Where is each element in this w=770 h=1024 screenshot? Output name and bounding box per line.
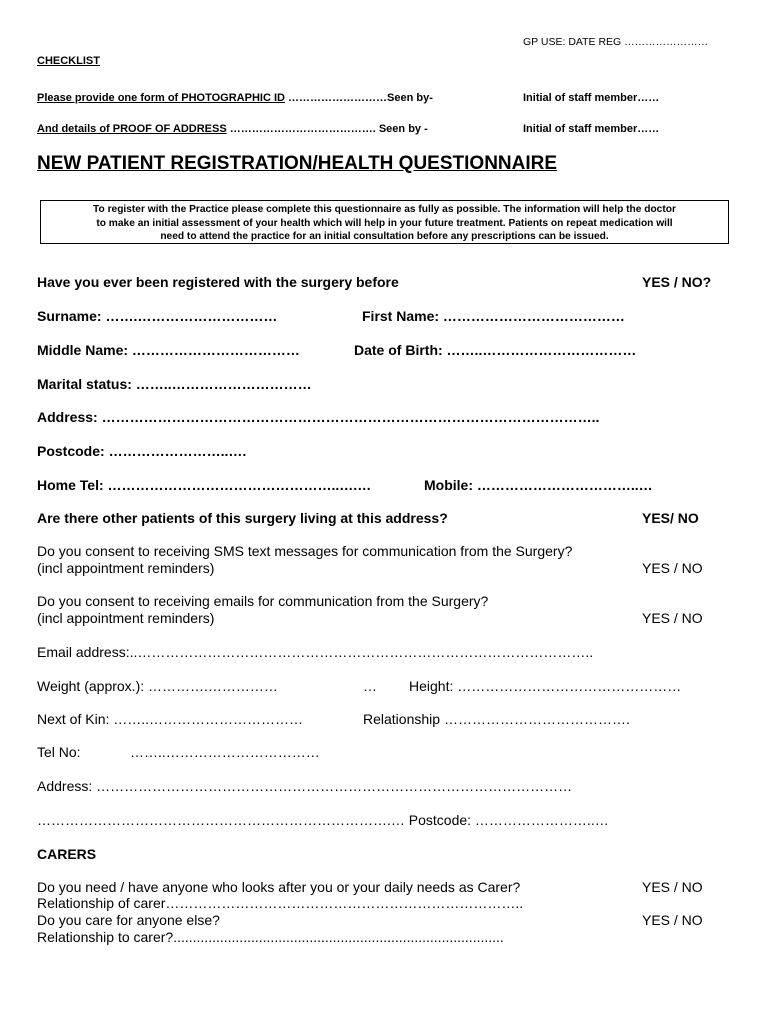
marital-status-field[interactable]: Marital status: ……..………………………… xyxy=(37,376,312,392)
tel-no-label: Tel No: xyxy=(37,744,81,760)
checklist-proof-of-address xyxy=(37,123,428,135)
other-patients-question: Are there other patients of this surgery living at this address? xyxy=(37,510,448,526)
sms-consent-yes-no[interactable]: YES / NO xyxy=(642,560,703,576)
care-for-anyone-question: Do you care for anyone else? xyxy=(37,912,220,928)
email-consent-question: Do you consent to receiving emails for communication from the Surgery? xyxy=(37,593,489,609)
checklist-heading: CHECKLIST xyxy=(37,55,100,67)
height-field[interactable]: Height: ………………………………………… xyxy=(409,678,682,694)
address-field[interactable]: Address: …………………………………………………………………………………………….. xyxy=(37,409,600,425)
photo-id-seen-by: ………………………Seen by- xyxy=(284,92,433,104)
tel-no-field[interactable]: ……..…………………………… xyxy=(130,744,320,760)
relationship-of-carer-field[interactable]: Relationship of carer………………………………………………………………….. xyxy=(37,895,524,911)
photo-id-label: Please provide one form of PHOTOGRAPHIC ID xyxy=(37,92,285,104)
carers-heading: CARERS xyxy=(37,846,97,862)
postcode-field[interactable]: Postcode: ……………………..…. xyxy=(37,443,247,459)
proof-of-address-staff-initial: Initial of staff member…… xyxy=(523,123,660,135)
home-tel-field[interactable]: Home Tel: …………………………………………..….… xyxy=(37,477,372,493)
email-consent-yes-no[interactable]: YES / NO xyxy=(642,610,703,626)
page-title: NEW PATIENT REGISTRATION/HEALTH QUESTIONNAIRE xyxy=(37,153,558,174)
relationship-field[interactable]: Relationship …………………………………. xyxy=(363,711,630,727)
checklist-photo-id xyxy=(37,92,433,104)
intro-box xyxy=(40,200,729,244)
mobile-field[interactable]: Mobile: ……………………………..… xyxy=(424,477,653,493)
proof-of-address-seen-by: …………………………………. Seen by - xyxy=(226,123,428,135)
date-of-birth-field[interactable]: Date of Birth: ……..…………………………… xyxy=(354,342,637,358)
surname-field[interactable]: Surname: …….………………………… xyxy=(37,308,278,324)
need-carer-question: Do you need / have anyone who looks after you or your daily needs as Carer? xyxy=(37,879,521,895)
next-of-kin-field[interactable]: Next of Kin: ……..…………………………… xyxy=(37,711,304,727)
kin-address-postcode-field[interactable]: ………………………………………………………………….… Postcode: ……………………..… xyxy=(37,812,609,828)
registered-before-yes-no[interactable]: YES / NO? xyxy=(642,274,712,290)
intro-line-1: To register with the Practice please complete this questionnaire as fully as possible. The information will help the doctor xyxy=(93,204,676,215)
photo-id-staff-initial: Initial of staff member…… xyxy=(523,92,660,104)
kin-address-field[interactable]: Address: ………………………………………………………………………………………… xyxy=(37,778,573,794)
weight-tail: … xyxy=(363,678,377,694)
email-address-field[interactable]: Email address:..…………………………………………………………………………………….. xyxy=(37,644,594,660)
need-carer-yes-no[interactable]: YES / NO xyxy=(642,879,703,895)
gp-use-date-reg: GP USE: DATE REG …………………… xyxy=(523,36,709,48)
middle-name-field[interactable]: Middle Name: ……………………………… xyxy=(37,342,300,358)
first-name-field[interactable]: First Name: ………………………………… xyxy=(362,308,625,324)
care-for-anyone-yes-no[interactable]: YES / NO xyxy=(642,912,703,928)
registered-before-question: Have you ever been registered with the surgery before xyxy=(37,274,399,290)
weight-field[interactable]: Weight (approx.): ………….…………… xyxy=(37,678,278,694)
intro-line-3: need to attend the practice for an initial consultation before any prescriptions can be issued. xyxy=(160,231,609,242)
relationship-to-carer-field[interactable]: Relationship to carer?..................................................................................... xyxy=(37,929,504,945)
proof-of-address-label: And details of PROOF OF ADDRESS xyxy=(37,123,227,135)
email-consent-note: (incl appointment reminders) xyxy=(37,610,215,626)
sms-consent-note: (incl appointment reminders) xyxy=(37,560,215,576)
other-patients-yes-no[interactable]: YES/ NO xyxy=(642,510,699,526)
sms-consent-question: Do you consent to receiving SMS text messages for communication from the Surgery? xyxy=(37,543,573,559)
intro-line-2: to make an initial assessment of your health which will help in your future treatment. Patients on repeat medication will xyxy=(96,217,673,229)
